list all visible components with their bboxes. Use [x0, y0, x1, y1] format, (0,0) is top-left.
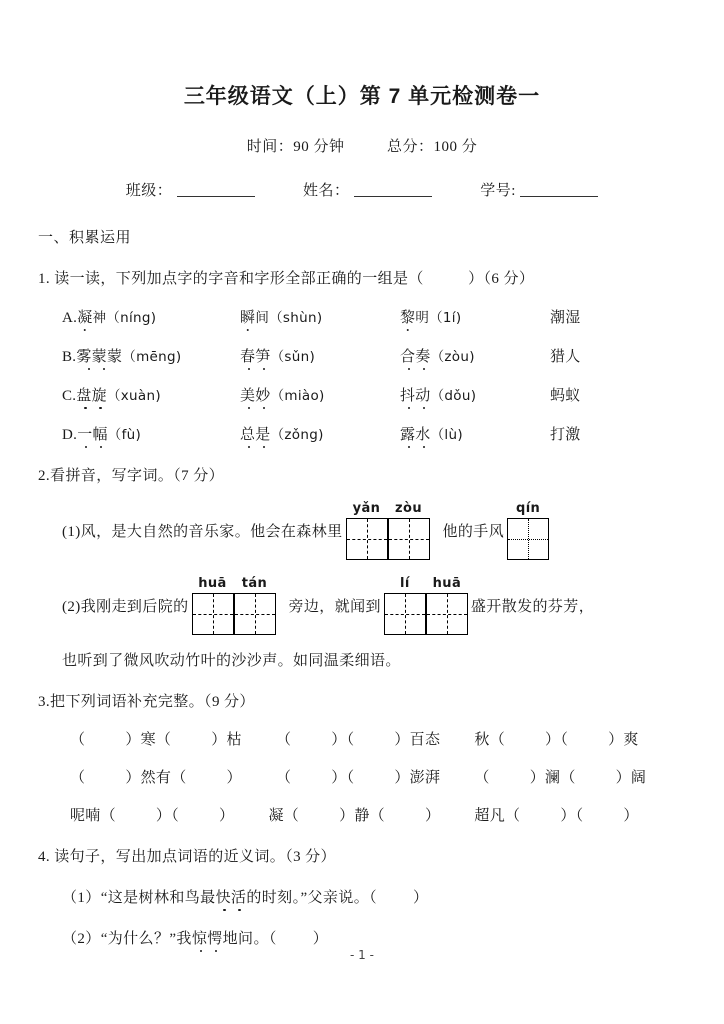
idiom-blank-group[interactable] [70, 804, 234, 825]
q1-option-c[interactable] [62, 384, 724, 405]
dotted-char: 一幅 [77, 423, 108, 444]
pinyin-hint [384, 576, 468, 591]
dotted-char: 黎 [400, 306, 415, 327]
pinyin-syllable: zòu [395, 501, 422, 516]
total-score-label: 总分：100 分 [387, 139, 478, 155]
q4-item1-pre: （1）“这是树林和鸟最 [62, 890, 216, 906]
pinyin-syllable: tán [241, 576, 268, 591]
q2-line1-middle: 他的手风 [442, 524, 505, 540]
pinyin-syllable: huā [198, 576, 227, 591]
tianzige-cell[interactable] [388, 518, 430, 560]
tianzige-cell[interactable] [192, 593, 234, 635]
option-pinyin: （fù) [107, 427, 142, 443]
dotted-char: 瞬 [240, 306, 255, 327]
option-col-3 [400, 306, 550, 327]
option-pinyin: 间（shùn) [255, 310, 323, 326]
question-3-stem: 3.把下列词语补充完整。（9 分） [38, 694, 255, 710]
idiom-blank-group[interactable] [268, 804, 440, 825]
option-pinyin: （dǒu) [430, 388, 477, 404]
pinyin-syllable: yǎn [352, 501, 381, 516]
class-label: 班级： [125, 183, 173, 199]
idiom-seg: ）寒（ [125, 732, 172, 748]
option-letter: B. [62, 349, 77, 365]
student-id-label: 学号: [480, 183, 516, 199]
idiom-seg: ）然有（ [125, 770, 187, 786]
q4-item-1 [62, 886, 724, 907]
idiom-seg: ）爽 [608, 732, 639, 748]
option-col-4: 潮湿 [550, 310, 581, 326]
idiom-blank-group[interactable] [474, 728, 638, 749]
idiom-blank-group[interactable] [276, 766, 440, 787]
writing-grid-qin[interactable] [507, 501, 549, 560]
dotted-char: 雾蒙蒙 [76, 345, 122, 366]
idiom-seg: ）静（ [339, 808, 385, 824]
option-col-2 [240, 306, 400, 327]
question-2-stem: 2.看拼音，写字词。（7 分） [38, 468, 225, 484]
tianzige-cell[interactable] [234, 593, 276, 635]
idiom-seg: （ [275, 732, 292, 748]
q3-row-2[interactable] [70, 766, 724, 787]
q1-option-d[interactable] [62, 423, 724, 444]
question-1-stem [38, 267, 724, 288]
option-pinyin: （zòu) [430, 349, 475, 365]
q4-item2-pre: （2）“为什么？”我 [62, 931, 192, 947]
writing-grid-lihua[interactable] [384, 576, 468, 635]
option-col-3 [400, 423, 550, 444]
option-col-3 [400, 384, 550, 405]
idiom-seg: ）（ [545, 732, 569, 748]
question-4-stem: 4. 读句子，写出加点词语的近义词。（3 分） [38, 849, 336, 865]
q1-stem-b: ）（6 分） [468, 271, 535, 287]
idiom-seg: ）澎湃 [394, 770, 441, 786]
idiom-seg: ） [623, 808, 639, 824]
section-heading-1: 一、积累运用 [38, 230, 132, 246]
option-pinyin: （lù) [430, 427, 463, 443]
option-col-2 [240, 384, 400, 405]
tianzige-cell[interactable] [346, 518, 388, 560]
q2-line-1 [62, 501, 724, 560]
dotted-word: 快活 [216, 886, 247, 907]
pinyin-syllable: qín [516, 501, 541, 516]
option-pinyin: （sǔn) [270, 349, 316, 365]
q4-item-2 [62, 927, 724, 948]
idiom-seg: ） [219, 808, 235, 824]
pinyin-syllable: huā [432, 576, 462, 591]
idiom-seg: ）（ [331, 770, 355, 786]
q3-row-1[interactable] [70, 728, 724, 749]
idiom-seg: ）阔 [615, 770, 647, 786]
option-col-4: 蚂蚁 [550, 388, 581, 404]
dotted-char: 凝 [77, 306, 92, 327]
idiom-blank-group[interactable] [70, 766, 242, 787]
student-info-row [0, 179, 724, 200]
writing-grid-yanzou[interactable] [346, 501, 430, 560]
option-col-4: 打激 [550, 427, 581, 443]
option-pinyin: （zǒng) [270, 427, 324, 443]
idiom-seg: ）（ [560, 808, 584, 824]
idiom-seg: 凝（ [268, 808, 300, 824]
dotted-char: 盘旋 [76, 384, 107, 405]
q1-option-b[interactable] [62, 345, 724, 366]
idiom-seg: ） [226, 770, 242, 786]
idiom-seg: ）（ [155, 808, 180, 824]
option-col-2 [240, 423, 400, 444]
q2-line1-prefix: (1)风，是大自然的音乐家。他会在森林里 [62, 524, 343, 540]
dotted-char: 春笋 [240, 345, 271, 366]
idiom-blank-group[interactable] [70, 728, 242, 749]
pinyin-hint [346, 501, 430, 516]
option-col-2 [240, 345, 400, 366]
name-label: 姓名： [303, 183, 350, 199]
option-col-1 [62, 345, 240, 366]
tianzige-grid[interactable] [507, 518, 549, 560]
idiom-seg: ）澜（ [529, 770, 576, 786]
q1-option-a[interactable] [62, 306, 724, 327]
idiom-blank-group[interactable] [276, 728, 440, 749]
idiom-seg: ）枯 [211, 732, 242, 748]
idiom-seg: （ [70, 770, 86, 786]
dotted-char: 抖动 [400, 384, 431, 405]
option-col-4: 猎人 [550, 349, 581, 365]
tianzige-cell[interactable] [384, 593, 426, 635]
q4-item1-close: ） [413, 890, 429, 906]
pinyin-hint [192, 576, 276, 591]
pinyin-hint [507, 501, 549, 516]
option-pinyin: 神（níng) [92, 310, 157, 326]
class-input[interactable] [177, 183, 255, 197]
idiom-seg: 秋（ [474, 732, 506, 748]
writing-grid-huatan[interactable] [192, 576, 276, 635]
q2-line2-suffix: 盛开散发的芬芳， [470, 599, 595, 615]
q2-line2-middle: 旁边，就闻到 [288, 599, 381, 615]
q1-stem-a: 1. 读一读，下列加点字的字音和字形全部正确的一组是（ [38, 271, 424, 287]
dotted-char: 总是 [240, 423, 271, 444]
idiom-blank-group[interactable] [474, 766, 646, 787]
q4-item2-post: 地问。（ [222, 931, 277, 947]
q2-line2-prefix: (2)我刚走到后院的 [62, 599, 189, 615]
tianzige-grid[interactable] [192, 593, 276, 635]
q2-line-2 [62, 576, 724, 635]
option-pinyin: （mēng) [122, 349, 182, 365]
option-pinyin: （xuàn) [106, 388, 161, 404]
idiom-seg: ） [424, 808, 441, 824]
tianzige-grid[interactable] [384, 593, 468, 635]
dotted-char: 合奏 [400, 345, 431, 366]
exam-meta [0, 135, 724, 156]
idiom-seg: （ [474, 770, 490, 786]
idiom-seg: （ [70, 732, 86, 748]
q3-row-3[interactable] [70, 804, 724, 825]
option-col-1 [62, 384, 240, 405]
idiom-blank-group[interactable] [474, 804, 638, 825]
name-input[interactable] [354, 183, 432, 197]
option-col-1 [62, 306, 240, 327]
tianzige-cell[interactable] [426, 593, 468, 635]
idiom-seg: （ [275, 770, 292, 786]
time-label: 时间：90 分钟 [246, 139, 345, 155]
option-letter: C. [62, 388, 77, 404]
q4-item1-post: 的时刻。”父亲说。（ [246, 890, 378, 906]
q4-item2-close: ） [312, 931, 329, 947]
student-id-input[interactable] [520, 183, 598, 197]
option-pinyin: （miào) [270, 388, 325, 404]
dotted-char: 美妙 [240, 384, 271, 405]
page-title: 三年级语文（上）第 7 单元检测卷一 [183, 85, 541, 108]
option-col-1 [62, 423, 240, 444]
option-letter: D. [62, 427, 78, 443]
option-col-3 [400, 345, 550, 366]
page-footer: - 1 - [350, 948, 374, 962]
option-pinyin: 明（1í) [415, 310, 462, 326]
tianzige-cell[interactable] [507, 518, 549, 560]
dotted-char: 露水 [400, 423, 431, 444]
tianzige-grid[interactable] [346, 518, 430, 560]
idiom-seg: ）百态 [394, 732, 441, 748]
pinyin-syllable: lí [400, 576, 410, 591]
idiom-seg: 呢喃（ [70, 808, 116, 824]
idiom-seg: ）（ [331, 732, 355, 748]
dotted-word: 惊愕 [192, 927, 223, 948]
q2-line2-wrap: 也听到了微风吹动竹叶的沙沙声。如同温柔细语。 [62, 653, 401, 669]
option-letter: A. [62, 310, 78, 326]
idiom-seg: 超凡（ [474, 808, 521, 824]
